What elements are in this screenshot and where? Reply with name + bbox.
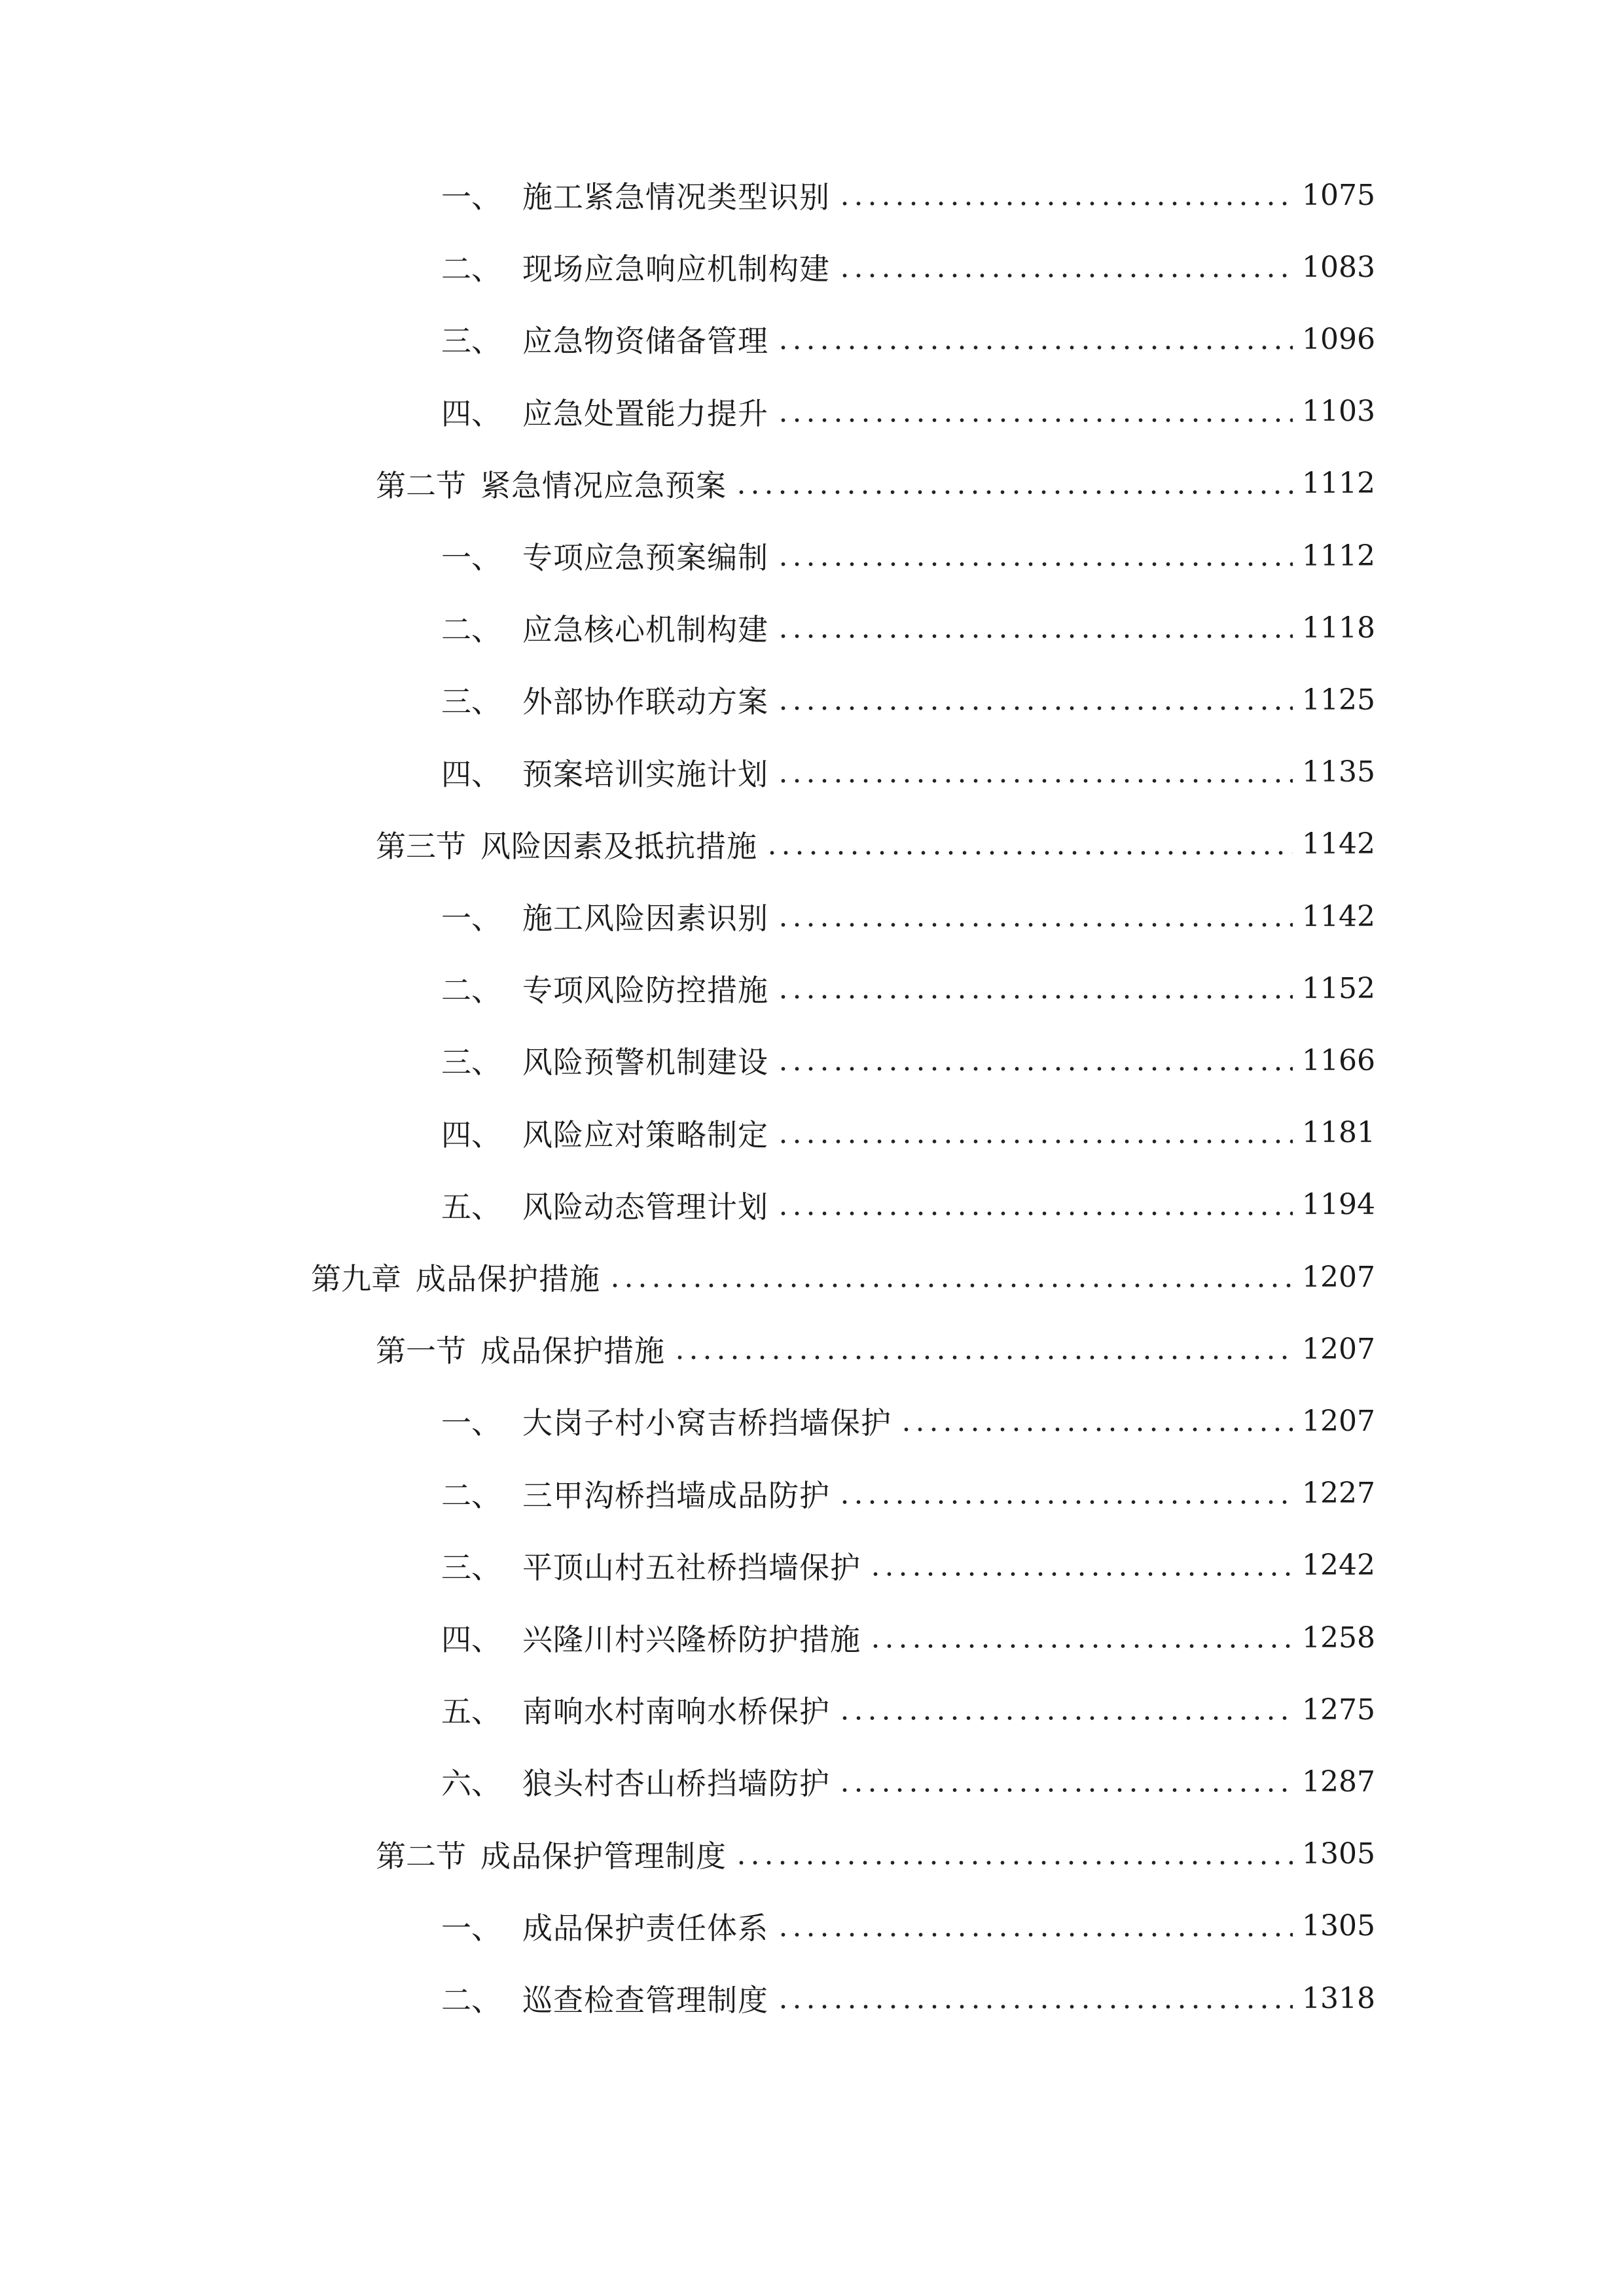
toc-entry-page-number: 1318 <box>1302 1981 1375 2015</box>
toc-entry-number: 四、 <box>441 395 501 431</box>
toc-entry-page-number: 1075 <box>1302 178 1375 212</box>
toc-entry-title: 狼头村杏山桥挡墙防护 <box>522 1766 830 1802</box>
toc-entry-number: 第九章 <box>311 1261 401 1297</box>
toc-dot-leader <box>869 1570 1293 1579</box>
toc-dot-leader <box>734 1858 1293 1867</box>
toc-entry[interactable] <box>0 1686 1624 1733</box>
toc-entry-number: 第二节 <box>376 1838 466 1874</box>
toc-entry-title: 兴隆川村兴隆桥防护措施 <box>522 1622 861 1657</box>
toc-entry-number: 六、 <box>441 1766 501 1802</box>
toc-entry-title: 预案培训实施计划 <box>522 756 768 792</box>
toc-entry-page-number: 1305 <box>1302 1909 1375 1943</box>
toc-dot-leader <box>838 1785 1293 1795</box>
toc-entry-title: 应急物资储备管理 <box>522 323 768 359</box>
toc-entry[interactable] <box>0 315 1624 363</box>
toc-entry-page-number: 1125 <box>1302 683 1375 717</box>
toc-entry-content <box>441 171 1375 219</box>
toc-entry-number: 第二节 <box>376 467 466 503</box>
toc-entry-content <box>441 893 1375 940</box>
toc-entry-title: 专项风险防控措施 <box>522 973 768 1009</box>
toc-entry-title: 风险预警机制建设 <box>522 1045 768 1081</box>
toc-entry-number: 四、 <box>441 1117 501 1153</box>
toc-entry-content <box>376 821 1375 868</box>
toc-dot-leader <box>776 920 1293 929</box>
toc-entry-page-number: 1207 <box>1302 1332 1375 1366</box>
toc-entry[interactable] <box>0 1758 1624 1805</box>
toc-entry-page-number: 1103 <box>1302 395 1375 429</box>
toc-entry-content <box>376 1831 1375 1878</box>
toc-entry-content <box>441 1470 1375 1517</box>
toc-entry-page-number: 1287 <box>1302 1765 1375 1799</box>
toc-entry[interactable] <box>0 1181 1624 1229</box>
toc-entry-content <box>441 1975 1375 2022</box>
toc-dot-leader <box>776 992 1293 1001</box>
toc-dot-leader <box>838 1713 1293 1723</box>
toc-entry-title: 成品保护管理制度 <box>480 1838 727 1874</box>
toc-entry-content <box>441 1903 1375 1950</box>
toc-entry-number: 一、 <box>441 901 501 936</box>
toc-dot-leader <box>776 632 1293 641</box>
toc-entry-number: 二、 <box>441 1477 501 1513</box>
toc-entry[interactable] <box>0 388 1624 435</box>
toc-entry[interactable] <box>0 1109 1624 1157</box>
toc-entry-page-number: 1227 <box>1302 1477 1375 1511</box>
toc-entry-number: 三、 <box>441 684 501 720</box>
toc-entry-number: 五、 <box>441 1694 501 1730</box>
toc-entry-content <box>441 676 1375 723</box>
toc-entry-page-number: 1142 <box>1302 827 1375 861</box>
toc-dot-leader <box>838 1498 1293 1507</box>
toc-entry-number: 二、 <box>441 612 501 648</box>
toc-entry-number: 三、 <box>441 1045 501 1081</box>
toc-dot-leader <box>838 199 1293 208</box>
toc-entry-content <box>441 1614 1375 1661</box>
toc-entry-content <box>441 1758 1375 1805</box>
toc-entry-title: 施工紧急情况类型识别 <box>522 179 830 215</box>
toc-dot-leader <box>776 1137 1293 1146</box>
toc-entry-title: 平顶山村五社桥挡墙保护 <box>522 1549 861 1585</box>
toc-entry[interactable] <box>0 1037 1624 1084</box>
toc-dot-leader <box>734 488 1293 497</box>
toc-entry[interactable] <box>0 604 1624 651</box>
toc-entry-number: 一、 <box>441 540 501 575</box>
toc-dot-leader <box>776 1930 1293 1939</box>
toc-entry-page-number: 1096 <box>1302 322 1375 356</box>
toc-entry[interactable] <box>0 965 1624 1012</box>
toc-entry-title: 风险动态管理计划 <box>522 1189 768 1225</box>
toc-entry-content <box>441 1037 1375 1084</box>
toc-entry-number: 一、 <box>441 1405 501 1441</box>
toc-dot-leader <box>776 1064 1293 1073</box>
toc-entry-content <box>376 1325 1375 1372</box>
toc-entry-content <box>376 460 1375 507</box>
toc-entry-page-number: 1258 <box>1302 1621 1375 1655</box>
toc-entry[interactable] <box>0 749 1624 796</box>
toc-entry-content <box>441 1686 1375 1733</box>
toc-dot-leader <box>869 1641 1293 1651</box>
toc-entry-page-number: 1207 <box>1302 1404 1375 1438</box>
toc-entry-number: 二、 <box>441 251 501 287</box>
toc-entry-title: 紧急情况应急预案 <box>480 467 727 503</box>
toc-dot-leader <box>776 704 1293 713</box>
toc-entry[interactable] <box>0 1397 1624 1444</box>
toc-entry[interactable] <box>0 676 1624 723</box>
toc-entry-number: 三、 <box>441 1549 501 1585</box>
toc-entry-content <box>441 1542 1375 1589</box>
toc-entry-content <box>441 749 1375 796</box>
toc-entry-page-number: 1083 <box>1302 250 1375 284</box>
toc-entry-title: 外部协作联动方案 <box>522 684 768 720</box>
toc-entry-title: 现场应急响应机制构建 <box>522 251 830 287</box>
toc-entry[interactable] <box>0 171 1624 219</box>
toc-entry-page-number: 1181 <box>1302 1116 1375 1150</box>
toc-entry[interactable] <box>0 1542 1624 1589</box>
toc-entry-page-number: 1118 <box>1302 611 1375 645</box>
toc-entry[interactable] <box>0 1253 1624 1300</box>
toc-entry-title: 风险因素及抵抗措施 <box>480 828 757 864</box>
toc-entry[interactable] <box>0 243 1624 291</box>
toc-entry[interactable] <box>0 893 1624 940</box>
toc-entry-number: 三、 <box>441 323 501 359</box>
toc-entry-page-number: 1152 <box>1302 971 1375 1005</box>
toc-entry-title: 成品保护措施 <box>480 1333 665 1369</box>
toc-entry-number: 二、 <box>441 1982 501 2018</box>
toc-entry-page-number: 1194 <box>1302 1188 1375 1222</box>
toc-entry-number: 五、 <box>441 1189 501 1225</box>
toc-entry[interactable] <box>0 532 1624 579</box>
toc-dot-leader <box>776 776 1293 785</box>
toc-entry-title: 风险应对策略制定 <box>522 1117 768 1153</box>
toc-entry-title: 三甲沟桥挡墙成品防护 <box>522 1477 830 1513</box>
toc-entry-number: 第一节 <box>376 1333 466 1369</box>
toc-entry-content <box>441 1181 1375 1229</box>
toc-entry-content <box>441 243 1375 291</box>
toc-dot-leader <box>765 848 1293 857</box>
toc-entry-page-number: 1135 <box>1302 755 1375 789</box>
toc-entry[interactable] <box>0 460 1624 507</box>
toc-entry-content <box>441 532 1375 579</box>
toc-entry-title: 成品保护责任体系 <box>522 1910 768 1946</box>
toc-entry-title: 成品保护措施 <box>416 1261 600 1297</box>
toc-entry-number: 一、 <box>441 1910 501 1946</box>
toc-entry-content <box>441 315 1375 363</box>
toc-entry-number: 四、 <box>441 1622 501 1657</box>
toc-entry[interactable] <box>0 1831 1624 1878</box>
toc-entry-title: 巡查检查管理制度 <box>522 1982 768 2018</box>
toc-entry-number: 第三节 <box>376 828 466 864</box>
toc-dot-leader <box>776 560 1293 569</box>
toc-dot-leader <box>776 2002 1293 2011</box>
toc-dot-leader <box>608 1281 1293 1290</box>
toc-entry-content <box>441 1109 1375 1157</box>
toc-entry-content <box>441 965 1375 1012</box>
toc-dot-leader <box>899 1425 1293 1434</box>
toc-entry-page-number: 1242 <box>1302 1549 1375 1583</box>
toc-dot-leader <box>838 271 1293 280</box>
toc-entry-page-number: 1112 <box>1302 467 1375 501</box>
toc-entry-page-number: 1112 <box>1302 539 1375 573</box>
toc-entry-page-number: 1142 <box>1302 899 1375 933</box>
toc-entry-page-number: 1166 <box>1302 1043 1375 1077</box>
toc-entry-number: 一、 <box>441 179 501 215</box>
toc-dot-leader <box>776 416 1293 425</box>
toc-entry-title: 施工风险因素识别 <box>522 901 768 936</box>
toc-entry-page-number: 1207 <box>1302 1260 1375 1294</box>
toc-entry-content <box>311 1253 1375 1300</box>
toc-entry[interactable] <box>0 1470 1624 1517</box>
toc-entry-content <box>441 1397 1375 1444</box>
toc-entry[interactable] <box>0 1614 1624 1661</box>
toc-entry-page-number: 1275 <box>1302 1693 1375 1727</box>
toc-entry-title: 应急核心机制构建 <box>522 612 768 648</box>
toc-dot-leader <box>776 1209 1293 1218</box>
toc-entry[interactable] <box>0 1903 1624 1950</box>
toc-entry-title: 南响水村南响水桥保护 <box>522 1694 830 1730</box>
toc-entry[interactable] <box>0 1975 1624 2022</box>
toc-dot-leader <box>776 343 1293 352</box>
toc-entry-number: 四、 <box>441 756 501 792</box>
toc-entry[interactable] <box>0 821 1624 868</box>
toc-entry-content <box>441 604 1375 651</box>
toc-entry-number: 二、 <box>441 973 501 1009</box>
toc-dot-leader <box>673 1353 1293 1362</box>
toc-entry-title: 大岗子村小窝吉桥挡墙保护 <box>522 1405 892 1441</box>
toc-entry[interactable] <box>0 1325 1624 1372</box>
toc-entry-title: 应急处置能力提升 <box>522 395 768 431</box>
toc-entry-content <box>441 388 1375 435</box>
toc-entry-page-number: 1305 <box>1302 1837 1375 1871</box>
toc-entry-title: 专项应急预案编制 <box>522 540 768 575</box>
